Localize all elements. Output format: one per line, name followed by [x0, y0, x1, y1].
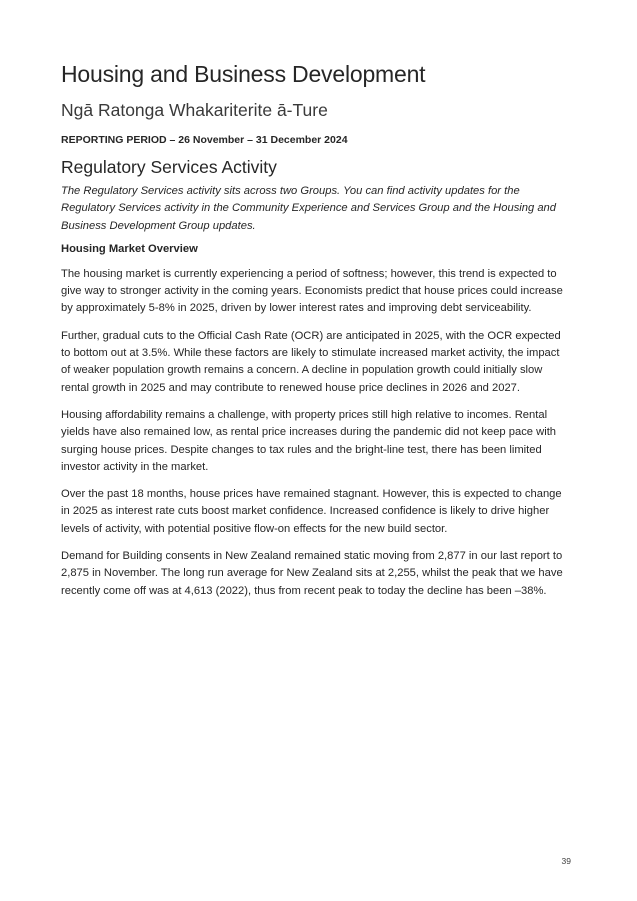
intro-paragraph: The Regulatory Services activity sits across two Groups. You can find activity updates for the Regulatory Services activity in the Community Experience and Services Group and the Housing and Business Development Group updates. [61, 185, 556, 232]
body-paragraph: Over the past 18 months, house prices have remained stagnant. However, this is expected to change in 2025 as interest rate cuts boost market confidence. Increased confidence is likely to drive higher levels of activity, with potential positive flow-on effects for the new build sector. [61, 488, 562, 535]
body-paragraph: Further, gradual cuts to the Official Cash Rate (OCR) are anticipated in 2025, with the OCR expected to bottom out at 3.5%. While these factors are likely to stimulate increased market activity, the impact of weaker population growth remains a concern. A decline in population growth could initially slow rental growth in 2025 and may contribute to renewed house price declines in 2026 and 2027. [61, 329, 561, 394]
reporting-period: REPORTING PERIOD – 26 November – 31 December 2024 [61, 134, 348, 146]
document-page [61, 60, 571, 610]
page-subtitle: Ngā Ratonga Whakariterite ā-Ture [61, 100, 328, 120]
housing-market-heading: Housing Market Overview [61, 242, 198, 255]
body-paragraph: Demand for Building consents in New Zealand remained static moving from 2,877 in our last report to 2,875 in November. The long run average for New Zealand sits at 2,255, whilst the peak that we have recently come off was at 4,613 (2022), thus from recent peak to today the decline has been –38%. [61, 550, 563, 597]
page-title: Housing and Business Development [61, 61, 426, 87]
body-paragraph: The housing market is currently experiencing a period of softness; however, this trend is expected to give way to stronger activity in the coming years. Economists predict that house prices could increase by approximately 5-8% in 2025, driven by lower interest rates and improving debt serviceability. [61, 267, 563, 315]
page-number: 39 [561, 856, 571, 866]
body-paragraph: Housing affordability remains a challenge, with property prices still high relative to incomes. Rental yields have also remained low, as rental price increases during the pandemic did not keep pace with surging house prices. Despite changes to tax rules and the bright-line test, there has been limited investor activity in the market. [61, 408, 557, 473]
section-title: Regulatory Services Activity [61, 157, 277, 177]
